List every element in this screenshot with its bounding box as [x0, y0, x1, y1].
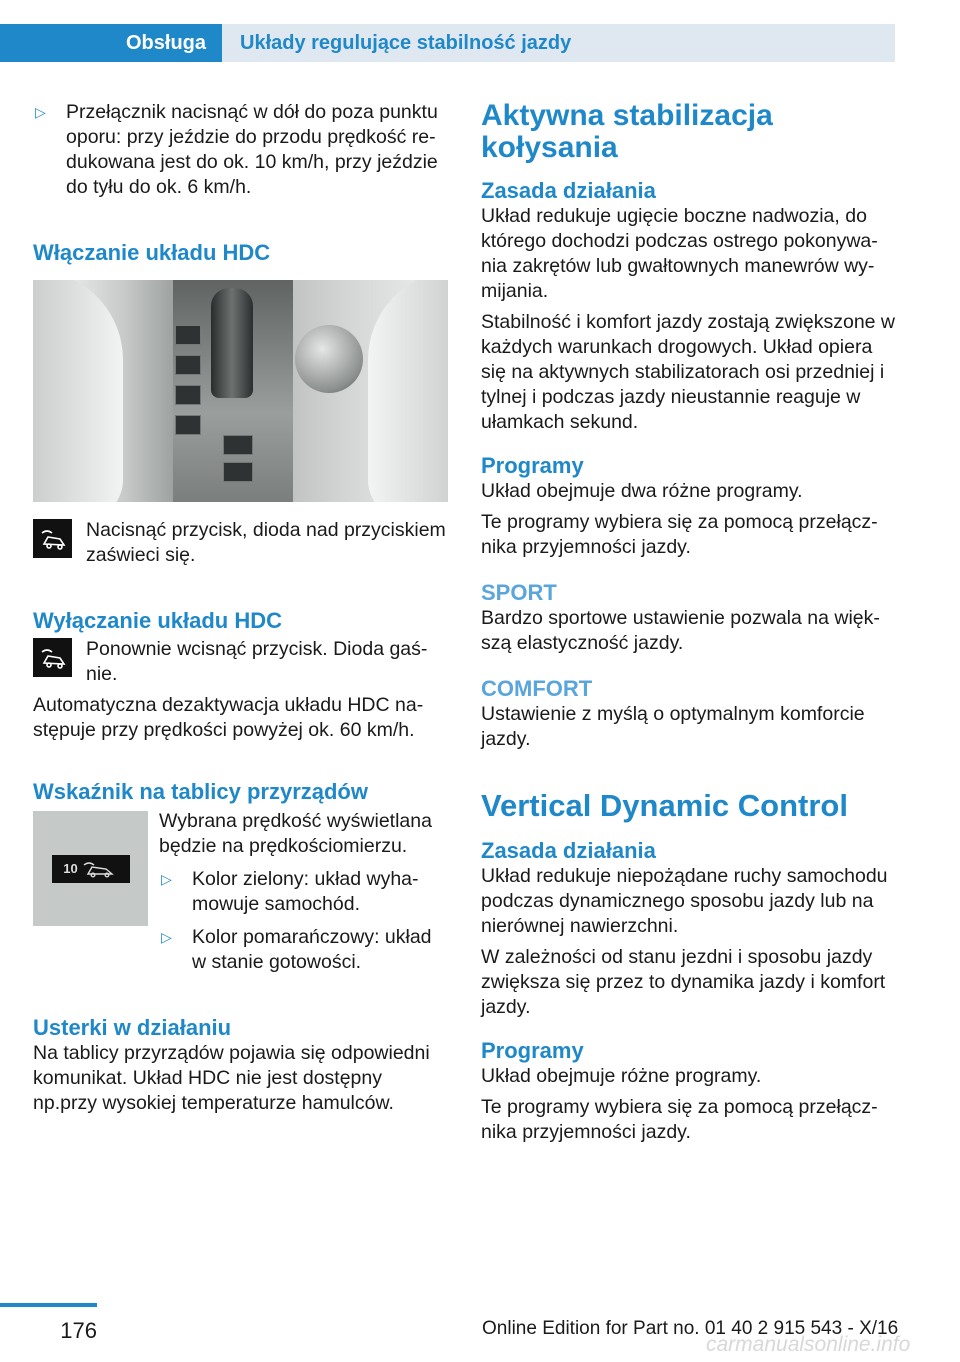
triangle-bullet-icon: ▷: [161, 871, 172, 887]
body-text: Bardzo sportowe ustawienie pozwala na większą elastyczność jazdy.: [481, 607, 880, 654]
indicator-text: Wybrana prędkość wyświetlana będzie na prędkościomierzu.: [159, 810, 432, 857]
bullet-text: Przełącznik nacisnąć w dół do poza punktu oporu: przy jeździe do przodu prędkość redukowana jest do ok. 10 km/h, przy jeździe do tyłu do ok. 6 km/h.: [66, 101, 438, 198]
list-item: [159, 925, 448, 975]
hdc-car-icon: [82, 860, 118, 878]
faults-text: Na tablicy przyrządów pojawia się odpowiedni komunikat. Układ HDC nie jest dostępny np.przy wysokiej temperaturze hamulców.: [33, 1042, 430, 1114]
body-text: W zależności od stanu jezdni i sposobu jazdy zwiększa się przez to dynamika jazdy i komfort jazdy.: [481, 946, 886, 1018]
center-console-photo: [33, 280, 448, 502]
hdc-button-icon: [33, 519, 72, 558]
bullet-text: Kolor pomarańczowy: układ w stanie gotowości.: [192, 926, 432, 973]
right-column: [481, 100, 896, 1145]
body-text: Te programy wybiera się za pomocą przełącznika przyjemności jazdy.: [481, 1096, 878, 1143]
body-text: Układ obejmuje różne programy.: [481, 1065, 762, 1087]
page-number: 176: [60, 1318, 97, 1343]
indicator-speed-number: 10: [63, 861, 78, 876]
heading-hdc-off: Wyłączanie układu HDC: [33, 608, 282, 633]
heading-active-stabilization: Aktywna stabilizacja kołysania: [481, 99, 773, 164]
hdc-off-row: [33, 637, 448, 687]
watermark: carmanualsonline.info: [706, 1333, 911, 1356]
body-text: Układ obejmuje dwa różne programy.: [481, 480, 803, 502]
tab-obsluga-label: Obsługa: [125, 31, 206, 54]
heading-faults: Usterki w działaniu: [33, 1015, 232, 1040]
hdc-off-text: Ponownie wcisnąć przycisk. Dioda gaśnie.: [86, 638, 428, 685]
edition-text: Online Edition for Part no. 01 40 2 915 543 - X/16: [482, 1318, 899, 1339]
body-text: Ustawienie z myślą o optymalnym komforcie jazdy.: [481, 703, 865, 750]
triangle-bullet-icon: ▷: [35, 104, 46, 120]
instrument-indicator-image: [33, 811, 148, 926]
heading-principle: Zasada działania: [481, 838, 656, 863]
body-text: Stabilność i komfort jazdy zostają zwiększone w każdych warunkach drogowych. Układ opiera się na aktywnych stabilizatorach osi przedniej i tylnej i podczas jazdy nieustannie reaguje w ułamkach sekund.: [481, 311, 896, 433]
heading-comfort: COMFORT: [481, 676, 593, 701]
list-item: [159, 867, 448, 917]
heading-vertical-dynamic-control: Vertical Dynamic Control: [481, 788, 848, 823]
tab-uklady[interactable]: [222, 24, 895, 62]
heading-hdc-on: Włączanie układu HDC: [33, 240, 271, 265]
auto-deactivation-text: Automatyczna dezaktywacja układu HDC następuje przy prędkości powyżej ok. 60 km/h.: [33, 694, 424, 741]
tab-obsluga[interactable]: [0, 24, 222, 62]
bullet-text: Kolor zielony: układ wyhamowuje samochód.: [192, 868, 419, 915]
page-header: [0, 0, 960, 62]
footer-rule: [0, 1303, 97, 1307]
left-column: [33, 100, 448, 1116]
triangle-bullet-icon: ▷: [161, 929, 172, 945]
body-text: Układ redukuje ugięcie boczne nadwozia, do którego dochodzi podczas ostrego pokonywania zakrętów lub gwałtownych manewrów wymijania.: [481, 205, 878, 302]
hdc-on-text: Nacisnąć przycisk, dioda nad przyciskiem zaświeci się.: [86, 519, 446, 566]
heading-programs: Programy: [481, 1038, 584, 1063]
body-text: Te programy wybiera się za pomocą przełącznika przyjemności jazdy.: [481, 511, 878, 558]
tab-uklady-label: Układy regulujące stabilność jazdy: [240, 31, 572, 54]
body-text: Układ redukuje niepożądane ruchy samochodu podczas dynamicznego sposobu jazdy lub na nierównej nawierzchni.: [481, 865, 888, 937]
hdc-button-icon: [33, 638, 72, 677]
heading-sport: SPORT: [481, 580, 557, 605]
list-item: [33, 100, 448, 200]
hdc-on-row: [33, 518, 448, 568]
indicator-row: [33, 809, 448, 975]
heading-principle: Zasada działania: [481, 178, 656, 203]
heading-indicator: Wskaźnik na tablicy przyrządów: [33, 779, 368, 804]
heading-programs: Programy: [481, 453, 584, 478]
